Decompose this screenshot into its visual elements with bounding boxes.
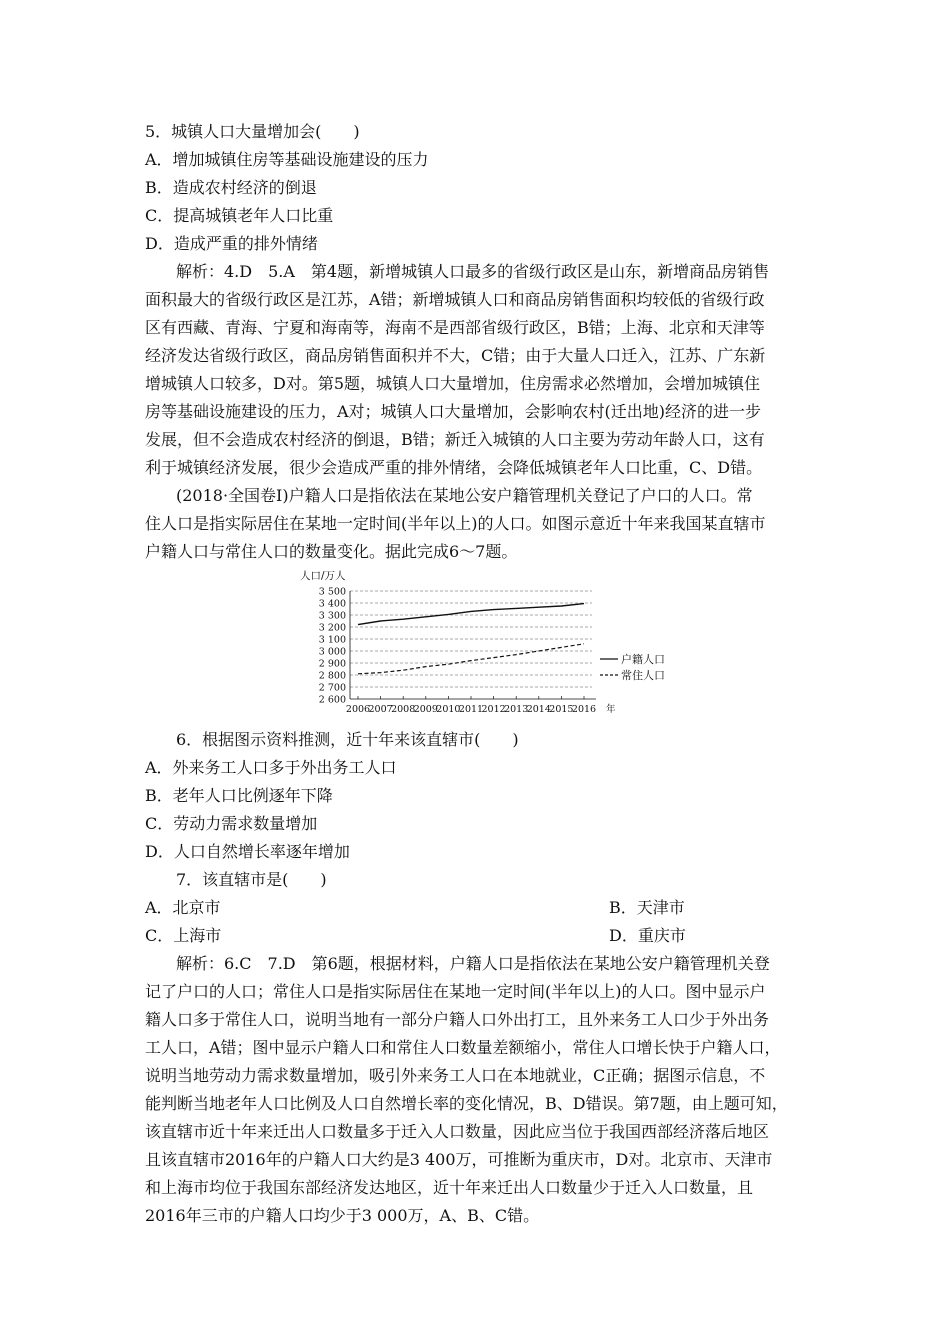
- x-tick-label: 2011: [458, 704, 484, 715]
- x-tick-label: 2013: [504, 704, 529, 715]
- question-7-stem: 7．该直辖市是( ): [176, 870, 327, 889]
- x-tick-label: 2014: [526, 704, 551, 715]
- y-axis-title: 人口/万人: [300, 570, 346, 582]
- intro-line: 住人口是指实际居住在某地一定时间(半年以上)的人口。如图示意近十年来我国某直辖市: [145, 514, 766, 533]
- analysis-2-line: 籍人口多于常住人口，说明当地有一部分户籍人口外出打工，且外来务工人口少于外出务: [145, 1010, 770, 1029]
- analysis-2-line: 和上海市均位于我国东部经济发达地区，近十年来迁出人口数量少于迁入人口数量，且: [145, 1178, 754, 1197]
- y-tick-label: 3 500: [318, 586, 346, 598]
- y-tick-label: 3 400: [318, 598, 346, 610]
- y-tick-label: 3 300: [318, 610, 346, 622]
- chart-svg: [300, 565, 700, 720]
- question-5-option-d: D．造成严重的排外情绪: [145, 234, 318, 253]
- question-6-stem: 6．根据图示资料推测，近十年来该直辖市( ): [176, 730, 519, 749]
- question-6-option-b: B．老年人口比例逐年下降: [145, 786, 333, 805]
- analysis-1-line: 利于城镇经济发展，很少会造成严重的排外情绪，会降低城镇老年人口比重，C、D错。: [145, 458, 763, 477]
- question-7-option-c: C．上海市: [145, 926, 222, 945]
- y-tick-label: 2 800: [318, 670, 346, 682]
- x-tick-label: 2016: [571, 704, 597, 715]
- x-axis-unit: 年: [606, 704, 616, 715]
- y-tick-label: 2 700: [318, 682, 346, 694]
- analysis-1-line: 经济发达省级行政区，商品房销售面积并不大，C错；由于大量人口迁入，江苏、广东新: [145, 346, 766, 365]
- analysis-1-line: 面积最大的省级行政区是江苏，A错；新增城镇人口和商品房销售面积均较低的省级行政: [145, 290, 765, 309]
- analysis-2-line: 工人口，A错；图中显示户籍人口和常住人口数量差额缩小，常住人口增长快于户籍人口，: [145, 1038, 781, 1057]
- legend-label: 常住人口: [621, 669, 665, 682]
- intro-line: 户籍人口与常住人口的数量变化。据此完成6～7题。: [145, 542, 518, 561]
- y-tick-label: 3 000: [318, 646, 346, 658]
- question-5-option-c: C．提高城镇老年人口比重: [145, 206, 334, 225]
- question-6-option-d: D．人口自然增长率逐年增加: [145, 842, 350, 861]
- population-line-chart: [300, 565, 700, 720]
- question-7-row-2: [145, 926, 805, 946]
- question-6-option-a: A．外来务工人口多于外出务工人口: [145, 758, 397, 777]
- analysis-2-line: 该直辖市近十年来迁出人口数量多于迁入人口数量，因此应当位于我国西部经济落后地区: [145, 1122, 770, 1141]
- question-7-row-1: [145, 898, 805, 918]
- y-tick-label: 3 100: [318, 634, 346, 646]
- y-tick-label: 3 200: [318, 622, 346, 634]
- x-tick-label: 2006: [345, 704, 371, 715]
- intro-line: (2018·全国卷Ⅰ)户籍人口是指依法在某地公安户籍管理机关登记了户口的人口。常: [176, 486, 753, 505]
- x-tick-label: 2009: [413, 704, 438, 715]
- analysis-1-line: 发展，但不会造成农村经济的倒退，B错；新迁入城镇的人口主要为劳动年龄人口，这有: [145, 430, 765, 449]
- analysis-2-line: 2016年三市的户籍人口均少于3 000万，A、B、C错。: [145, 1206, 540, 1225]
- legend-label: 户籍人口: [621, 653, 665, 666]
- question-5-stem: 5．城镇人口大量增加会( ): [145, 122, 360, 141]
- x-tick-label: 2010: [436, 704, 461, 715]
- question-7-option-b: B．天津市: [609, 898, 685, 917]
- x-tick-label: 2007: [368, 704, 393, 715]
- question-5-option-b: B．造成农村经济的倒退: [145, 178, 317, 197]
- x-tick-label: 2015: [549, 704, 574, 715]
- analysis-2-line: 能判断当地老年人口比例及人口自然增长率的变化情况，B、D错误。第7题，由上题可知，: [145, 1094, 788, 1113]
- x-tick-label: 2012: [481, 704, 506, 715]
- analysis-2-line: 解析：6.C 7.D 第6题，根据材料，户籍人口是指依法在某地公安户籍管理机关登: [176, 954, 770, 973]
- analysis-2-line: 且该直辖市2016年的户籍人口大约是3 400万，可推断为重庆市，D对。北京市、天津市: [145, 1150, 773, 1169]
- y-tick-label: 2 600: [318, 694, 346, 706]
- analysis-1-line: 房等基础设施建设的压力，A对；城镇人口大量增加，会影响农村(迁出地)经济的进一步: [145, 402, 762, 421]
- question-7-option-d: D．重庆市: [609, 926, 686, 945]
- question-6-option-c: C．劳动力需求数量增加: [145, 814, 318, 833]
- question-5-option-a: A．增加城镇住房等基础设施建设的压力: [145, 150, 429, 169]
- analysis-1-line: 解析：4.D 5.A 第4题，新增城镇人口最多的省级行政区是山东，新增商品房销售: [176, 262, 770, 281]
- analysis-1-line: 区有西藏、青海、宁夏和海南等，海南不是西部省级行政区，B错；上海、北京和天津等: [145, 318, 765, 337]
- series-line-household: [358, 604, 584, 625]
- analysis-2-line: 记了户口的人口；常住人口是指实际居住在某地一定时间(半年以上)的人口。图中显示户: [145, 982, 766, 1001]
- series-line-resident: [358, 644, 584, 674]
- question-7-option-a: A．北京市: [145, 898, 221, 917]
- x-tick-label: 2008: [391, 704, 416, 715]
- analysis-1-line: 增城镇人口较多，D对。第5题，城镇人口大量增加，住房需求必然增加，会增加城镇住: [145, 374, 761, 393]
- analysis-2-line: 说明当地劳动力需求数量增加，吸引外来务工人口在本地就业，C正确；据图示信息，不: [145, 1066, 766, 1085]
- y-tick-label: 2 900: [318, 658, 346, 670]
